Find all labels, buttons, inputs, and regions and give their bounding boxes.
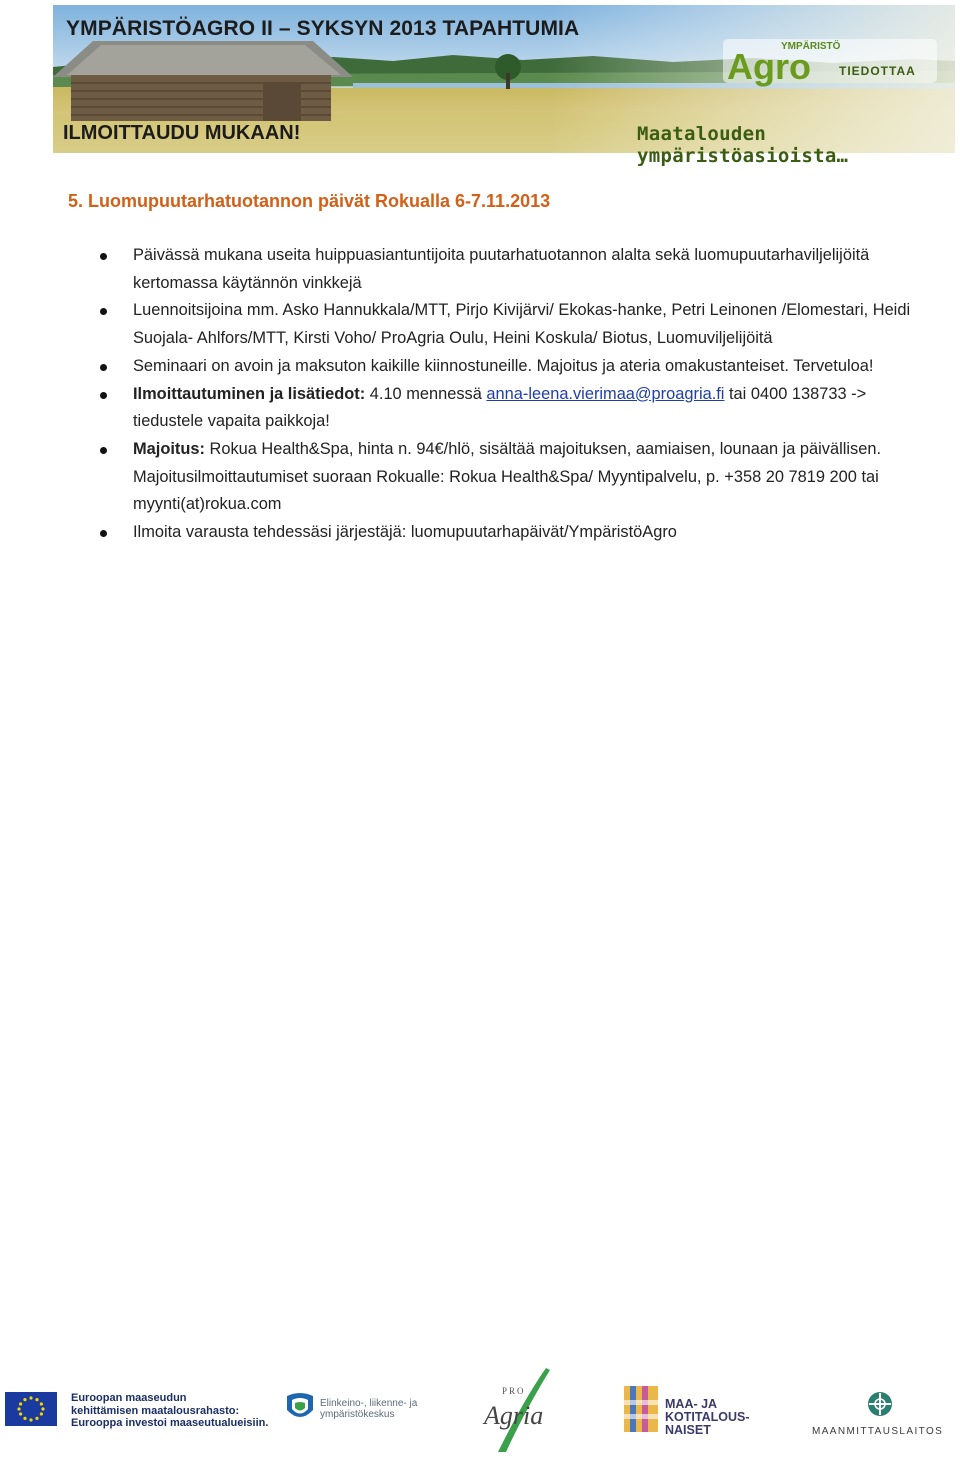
- banner-title: YMPÄRISTÖAGRO II – SYKSYN 2013 TAPAHTUMIA: [66, 17, 580, 40]
- svg-text:Agro: Agro: [727, 46, 811, 87]
- mkn-line: NAISET: [665, 1423, 711, 1437]
- maanmittauslaitos-logo-icon: [866, 1390, 894, 1418]
- signup-call-to-action: ILMOITTAUDU MUKAAN!: [63, 122, 301, 144]
- list-item: [100, 436, 930, 519]
- list-item: [100, 242, 930, 297]
- item-text: Luennoitsijoina mm. Asko Hannukkala/MTT, Pirjo Kivijärvi/ Ekokas-hanke, Petri Leinonen /Elomestari, Heidi Suojala- Ahlfors/MTT, Kirsti Voho/ ProAgria Oulu, Heini Koskula/ Biotus, Luomuviljelijöitä: [133, 301, 911, 348]
- eu-fund-line: Eurooppa investoi maaseutualueisiin.: [71, 1417, 269, 1429]
- maanmittauslaitos-text: MAANMITTAUSLAITOS: [812, 1426, 944, 1437]
- eu-fund-line: kehittämisen maatalousrahasto:: [71, 1404, 240, 1417]
- header-banner: [53, 5, 955, 167]
- item-text: Seminaari on avoin ja maksuton kaikille kiinnostuneille. Majoitus ja ateria omakustanteiset. Tervetuloa!: [133, 356, 874, 375]
- accommodation-details: Rokua Health&Spa, hinta n. 94€/hlö, sisältää majoituksen, aamiaisen, lounaan ja päivällisen. Majoitusilmoittautumiset suoraan Rokualle: Rokua Health&Spa/ Myyntipalvelu, p. +358 20 7819 200 tai myynti(at)rokua.com: [133, 439, 882, 514]
- banner-slogan: Maatalouden ympäristöasioista…: [637, 123, 849, 167]
- registration-label: Ilmoittautuminen ja lisätiedot:: [133, 384, 366, 403]
- svg-text:Agria: Agria: [484, 1401, 544, 1430]
- list-item: [100, 519, 930, 547]
- svg-text:YMPÄRISTÖ: YMPÄRISTÖ: [781, 41, 841, 52]
- registration-phone: tai 0400 138733 -> tiedustele vapaita paikkoja!: [133, 384, 867, 431]
- ely-line: Elinkeino-, liikenne- ja: [320, 1398, 418, 1409]
- accommodation-label: Majoitus:: [133, 439, 205, 458]
- mkn-line: MAA- JA: [665, 1397, 718, 1411]
- svg-text:PRO: PRO: [502, 1386, 526, 1396]
- ely-line: ympäristökeskus: [320, 1409, 395, 1420]
- svg-text:TIEDOTTAA: TIEDOTTAA: [839, 64, 916, 78]
- sponsor-logos-footer: [0, 1360, 960, 1457]
- ely-keskus-logo-icon: [283, 1390, 317, 1424]
- mkn-line: KOTITALOUS-: [665, 1410, 750, 1424]
- eu-fund-line: Euroopan maaseudun: [71, 1392, 187, 1404]
- list-item: [100, 297, 930, 352]
- item-text: Päivässä mukana useita huippuasiantuntijoita puutarhatuotannon alalta sekä luomupuutarhaviljelijöitä kertomassa käytännön vinkkejä: [133, 246, 870, 292]
- proagria-logo: [476, 1364, 556, 1456]
- ely-keskus-text: [320, 1398, 430, 1420]
- eu-flag-icon: [5, 1392, 57, 1426]
- list-item: [100, 381, 930, 436]
- event-details-list: [100, 242, 930, 547]
- list-item: [100, 353, 930, 381]
- maa-ja-kotitalousnaiset-text: [665, 1398, 765, 1437]
- registration-deadline: 4.10 mennessä: [365, 384, 487, 403]
- ymparistoagro-logo: [723, 35, 943, 85]
- event-heading: 5. Luomupuutarhatuotannon päivät Rokualla 6-7.11.2013: [68, 191, 551, 211]
- maa-ja-kotitalousnaiset-logo-icon: [620, 1382, 664, 1436]
- contact-email-link[interactable]: anna-leena.vierimaa@proagria.fi: [486, 384, 725, 403]
- eu-fund-text: [71, 1392, 271, 1430]
- item-text: Ilmoita varausta tehdessäsi järjestäjä: luomupuutarhapäivät/YmpäristöAgro: [133, 523, 677, 542]
